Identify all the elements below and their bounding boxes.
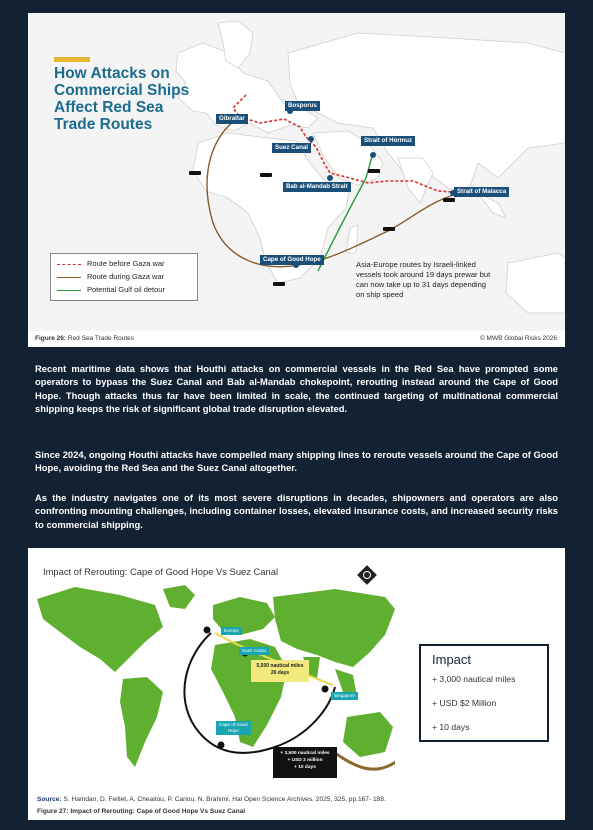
ship-icon: [383, 227, 395, 231]
figure-27-caption: Figure 27: Impact of Rerouting: Cape of Good Hope Vs Suez Canal: [37, 808, 246, 815]
pin-icon: [308, 136, 314, 142]
impact-item: + USD $2 Million: [432, 698, 497, 708]
route-map: [28, 13, 565, 331]
ship-icon: [273, 282, 285, 286]
land-madagascar: [346, 225, 358, 253]
pin-icon: [370, 152, 376, 158]
label-mandab: Bab al-Mandab Strait: [283, 182, 351, 192]
figure-rerouting-impact: [28, 548, 565, 820]
land-australia: [506, 253, 565, 313]
legend-before: Route before Gaza war: [57, 259, 165, 268]
ship-icon: [260, 173, 272, 177]
label-europe: Europe: [221, 627, 242, 635]
legend-detour: Potential Gulf oil detour: [57, 285, 165, 294]
pin-icon: [218, 742, 225, 749]
paragraph-2: Since 2024, ongoing Houthi attacks have compelled many shipping lines to reroute vessels around the Cape of Good Hope, avoiding the Red Sea and the Suez Canal altogether.: [35, 449, 558, 474]
impact-box: [419, 644, 549, 742]
legend-swatch-before: [57, 264, 81, 265]
pin-icon: [327, 175, 333, 181]
ship-icon: [189, 171, 201, 175]
land-south-america: [120, 677, 163, 767]
suez-route-box: 5,500 nautical miles 26 days: [251, 660, 309, 682]
land-asia: [273, 589, 395, 667]
legend-swatch-during: [57, 277, 81, 278]
impact-item: + 3,000 nautical miles: [432, 674, 516, 684]
land-australia: [343, 712, 393, 757]
label-cape: Cape of Good Hope: [216, 721, 251, 735]
figure-red-sea-routes: [28, 13, 565, 347]
land-greenland: [163, 585, 195, 609]
label-gibraltar: Gibraltar: [216, 114, 248, 124]
impact-heading: Impact: [432, 652, 472, 667]
rerouting-map: [35, 557, 395, 793]
figure-26-caption: Figure 26: Red Sea Trade Routes: [35, 335, 134, 342]
legend-swatch-detour: [57, 290, 81, 291]
title-accent-bar: [54, 57, 90, 62]
map-title: How Attacks on Commercial Ships Affect Red Sea Trade Routes: [54, 65, 190, 133]
label-singapore: Singapore: [331, 692, 358, 700]
route-duration-note: Asia-Europe routes by Israeli-linked vessels took around 19 days prewar but can now take up to 31 days depending on ship speed: [356, 260, 491, 299]
copyright: © MWB Global Risks 2026: [479, 335, 557, 342]
label-bosporus: Bosporus: [285, 101, 320, 111]
impact-item: + 10 days: [432, 722, 470, 732]
paragraph-3: As the industry navigates one of its most severe disruptions in decades, shipowners and operators are also confronting mounting challenges, including container losses, elevated insurance costs, and increased security risks to commercial shipping.: [35, 492, 558, 530]
legend-during: Route during Gaza war: [57, 272, 164, 281]
label-cape: Cape of Good Hope: [260, 255, 324, 265]
pin-icon: [204, 627, 211, 634]
figure-2-title: Impact of Rerouting: Cape of Good Hope Vs Suez Canal: [43, 566, 279, 577]
label-hormuz: Strait of Hormuz: [361, 136, 415, 146]
cape-route-box: + 3,500 nautical miles + USD 2 million + 10 days: [273, 747, 337, 778]
land-north-america: [37, 587, 163, 672]
map-legend: [50, 253, 198, 301]
label-suez: Suez Canal: [239, 647, 269, 655]
rerouting-map-svg: [35, 557, 395, 793]
label-malacca: Strait of Malacca: [454, 187, 509, 197]
ship-icon: [443, 198, 455, 202]
pin-icon: [322, 686, 329, 693]
paragraph-1: Recent maritime data shows that Houthi attacks on commercial vessels in the Red Sea have prompted some operators to bypass the Suez Canal and Bab al-Mandab chokepoint, rerouting instead around the Cape of Good Hope. Though attacks thus far have been limited in scale, the continued targeting of multinational commercial shipping keeps the risk of significant global trade disruption elevated.: [35, 363, 558, 415]
label-suez: Suez Canal: [272, 143, 311, 153]
ship-icon: [368, 169, 380, 173]
source-line: Source: S. Hamdan, D. Feillet, A. Cheaitou, P. Cariou, N. Brahimi. Hal Open Science Archives, 2025, 325, pp.167- 188.: [37, 796, 386, 803]
